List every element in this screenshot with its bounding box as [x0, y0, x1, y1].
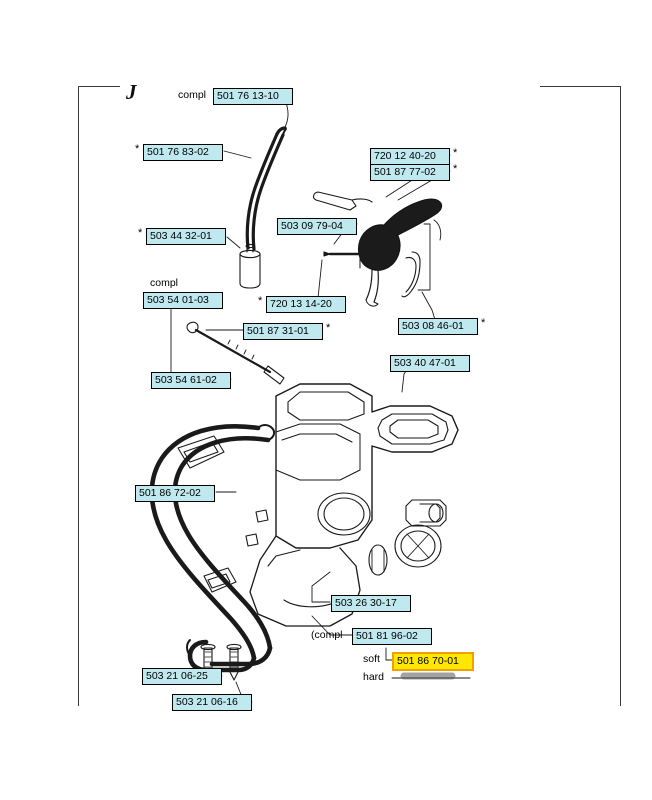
callout-part-number[interactable]: 503 54 01-03 [143, 292, 223, 309]
callout-part-number[interactable]: 503 09 79-04 [277, 218, 357, 235]
asterisk-marker: * [453, 163, 458, 175]
callout-part-number[interactable]: 720 12 40-20 [370, 148, 450, 165]
callout-part-number[interactable]: 501 87 31-01 [243, 323, 323, 340]
label-soft: soft [363, 653, 380, 665]
callout-part-number[interactable]: 503 21 06-25 [142, 668, 222, 685]
section-letter: J [126, 80, 137, 104]
callout-part-number-highlighted[interactable]: 501 86 70-01 [392, 652, 474, 671]
callout-part-number[interactable]: 503 21 06-16 [172, 694, 252, 711]
asterisk-marker: * [481, 317, 486, 329]
asterisk-marker: * [138, 227, 143, 239]
callout-part-number[interactable]: 503 40 47-01 [390, 355, 470, 372]
callout-part-number[interactable]: 501 86 72-02 [135, 485, 215, 502]
asterisk-marker: * [453, 147, 458, 159]
callout-part-number[interactable]: 503 26 30-17 [331, 595, 411, 612]
asterisk-marker: * [326, 322, 331, 334]
asterisk-marker: * [258, 295, 263, 307]
label-hard: hard [363, 671, 385, 683]
callout-part-number[interactable]: 503 44 32-01 [146, 228, 226, 245]
callout-part-number[interactable]: 501 87 77-02 [370, 164, 450, 181]
asterisk-marker: * [135, 143, 140, 155]
callout-part-number[interactable]: 503 54 61-02 [151, 372, 231, 389]
label-compl-mid: compl [150, 277, 179, 289]
callout-part-number[interactable]: 501 81 96-02 [352, 628, 432, 645]
callout-part-number[interactable]: 501 76 13-10 [213, 88, 293, 105]
label-compl-lower: (compl [311, 629, 343, 641]
callout-part-number[interactable]: 720 13 14-20 [266, 296, 346, 313]
callout-part-number[interactable]: 503 08 46-01 [398, 318, 478, 335]
label-compl-top: compl [178, 89, 207, 101]
callout-part-number[interactable]: 501 76 83-02 [143, 144, 223, 161]
